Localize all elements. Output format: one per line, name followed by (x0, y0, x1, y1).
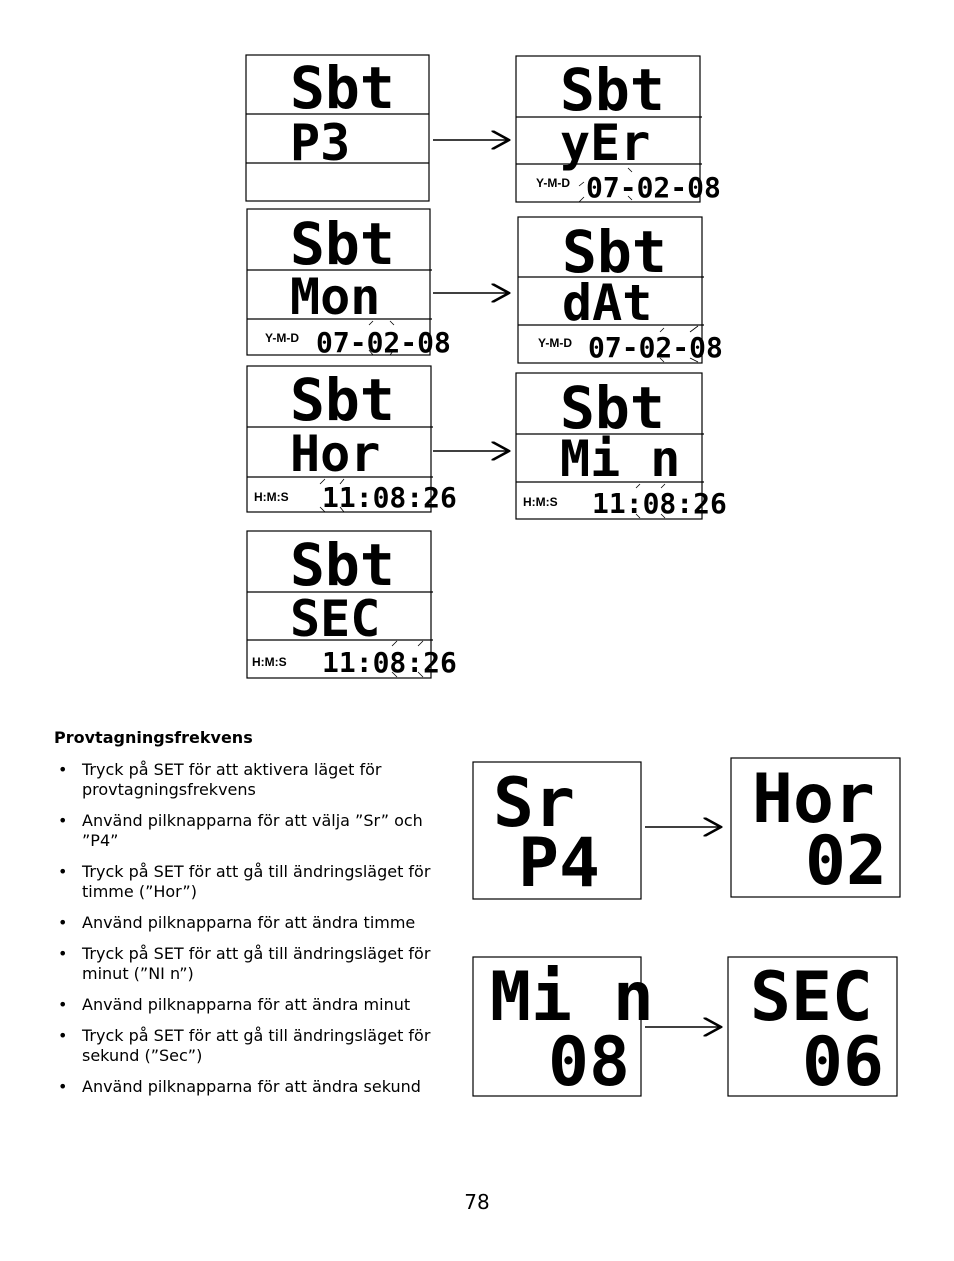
lcd6-label: H:M:S (523, 495, 558, 509)
lcd4-line2: dAt (562, 274, 653, 332)
lcd2-line1: Sbt (560, 56, 665, 124)
freq4-bottom: 06 (802, 1023, 884, 1102)
freq1-bottom: P4 (518, 824, 600, 903)
lcd7-label: H:M:S (252, 655, 287, 669)
lcd5-line2: Hor (290, 425, 381, 483)
lcd6-line2: Mi n (560, 430, 681, 488)
list-item: • Använd pilknapparna för att ändra sekund (54, 1077, 464, 1097)
list-item: • Tryck på SET för att aktivera läget för provtagningsfrekvens (54, 760, 464, 800)
list-item: • Tryck på SET för att gå till ändringsläget för timme (”Hor”) (54, 862, 464, 902)
lcd2-line2: yEr (560, 114, 651, 172)
lcd3-line2: Mon (290, 268, 381, 326)
list-item: • Använd pilknapparna för att ändra minut (54, 995, 464, 1015)
lcd4-value: 07-02-08 (588, 331, 723, 364)
lcd7-value: 11:08:26 (322, 646, 457, 679)
list-item: • Använd pilknapparna för att ändra timme (54, 913, 464, 933)
lcd7-line1: Sbt (290, 531, 395, 599)
lcd2-label: Y-M-D (536, 176, 570, 190)
freq2-bottom: 02 (805, 822, 887, 901)
lcd1-line1: Sbt (290, 54, 395, 122)
lcd3-value: 07-02-08 (316, 326, 451, 359)
lcd1-line2: P3 (290, 114, 351, 172)
lcd4-line1: Sbt (562, 218, 667, 286)
freq1-top: Sr (493, 764, 575, 843)
freq4-top: SEC (750, 958, 873, 1037)
lcd3-label: Y-M-D (265, 331, 299, 345)
lcd7-line2: SEC (290, 590, 381, 648)
section-heading: Provtagningsfrekvens (54, 728, 253, 747)
freq2-top: Hor (752, 760, 875, 839)
lcd2-value: 07-02-08 (586, 171, 721, 204)
lcd6-line1: Sbt (560, 374, 665, 442)
lcd4-label: Y-M-D (538, 336, 572, 350)
page-number: 78 (464, 1190, 490, 1214)
freq3-bottom: 08 (548, 1023, 630, 1102)
lcd3-line1: Sbt (290, 210, 395, 278)
lcd5-label: H:M:S (254, 490, 289, 504)
freq3-top: Mi n (490, 958, 654, 1037)
lcd5-value: 11:08:26 (322, 481, 457, 514)
list-item: • Tryck på SET för att gå till ändringsläget för sekund (”Sec”) (54, 1026, 464, 1066)
list-item: • Tryck på SET för att gå till ändringsläget för minut (”NI n”) (54, 944, 464, 984)
lcd5-line1: Sbt (290, 366, 395, 434)
lcd6-value: 11:08:26 (592, 487, 727, 520)
instruction-list (54, 760, 464, 1108)
list-item: • Använd pilknapparna för att välja ”Sr” och ”P4” (54, 811, 464, 851)
